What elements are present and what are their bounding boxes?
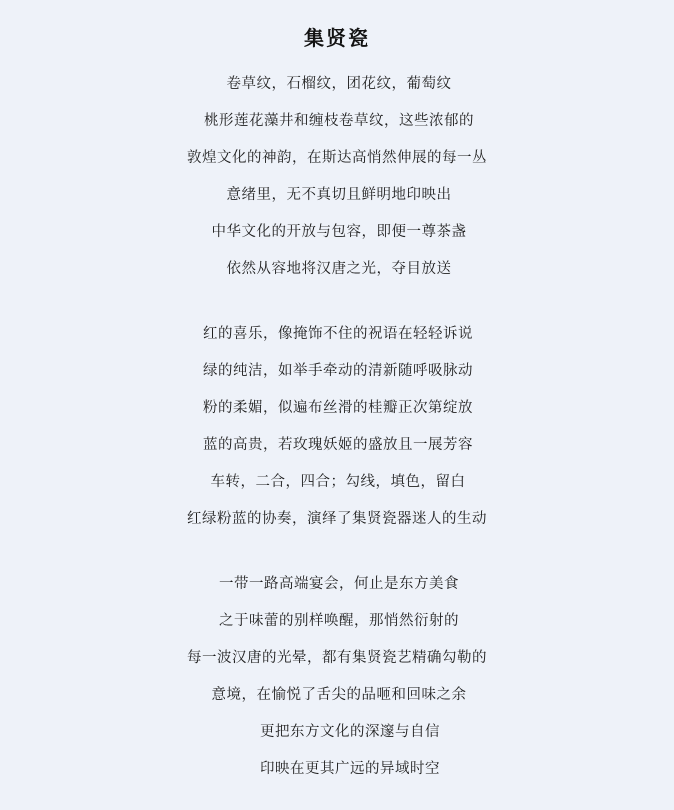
poem-line: 印映在更其广远的异域时空 xyxy=(260,761,440,777)
poem-line: 每一波汉唐的光晕，都有集贤瓷艺精确勾勒的 xyxy=(187,650,487,666)
poem-line: 蓝的高贵，若玫瑰妖姬的盛放且一展芳容 xyxy=(203,437,473,453)
poem-line: 红的喜乐，像掩饰不住的祝语在轻轻诉说 xyxy=(203,326,473,342)
stanza-3 xyxy=(0,566,674,788)
poem-line: 敦煌文化的神韵，在斯达高悄然伸展的每一丛 xyxy=(187,150,487,166)
poem-line: 意境，在愉悦了舌尖的品咂和回味之余 xyxy=(211,687,467,703)
poem-line: 车转，二合，四合；勾线，填色，留白 xyxy=(210,474,466,490)
poem-line: 一带一路高端宴会，何止是东方美食 xyxy=(219,576,459,592)
poem-line: 之于味蕾的别样唤醒，那悄然衍射的 xyxy=(219,613,459,629)
poem-line: 绿的纯洁，如举手牵动的清新随呼吸脉动 xyxy=(203,363,473,379)
poem-line: 意绪里，无不真切且鲜明地印映出 xyxy=(226,187,452,203)
poem-line: 更把东方文化的深邃与自信 xyxy=(260,724,440,740)
stanza-2 xyxy=(0,316,674,538)
stanza-1 xyxy=(0,66,674,288)
poem-line: 依然从容地将汉唐之光，夺目放送 xyxy=(226,261,452,277)
poem-line: 红绿粉蓝的协奏，演绎了集贤瓷器迷人的生动 xyxy=(187,511,487,527)
poem-line: 卷草纹，石榴纹，团花纹，葡萄纹 xyxy=(226,76,452,92)
poem-line: 粉的柔媚，似遍布丝滑的桂瓣正次第绽放 xyxy=(203,400,473,416)
poem-line: 中华文化的开放与包容，即便一尊茶盏 xyxy=(211,224,467,240)
poem-line: 桃形莲花藻井和缠枝卷草纹，这些浓郁的 xyxy=(204,113,474,129)
page-title: 集贤瓷 xyxy=(304,28,370,50)
